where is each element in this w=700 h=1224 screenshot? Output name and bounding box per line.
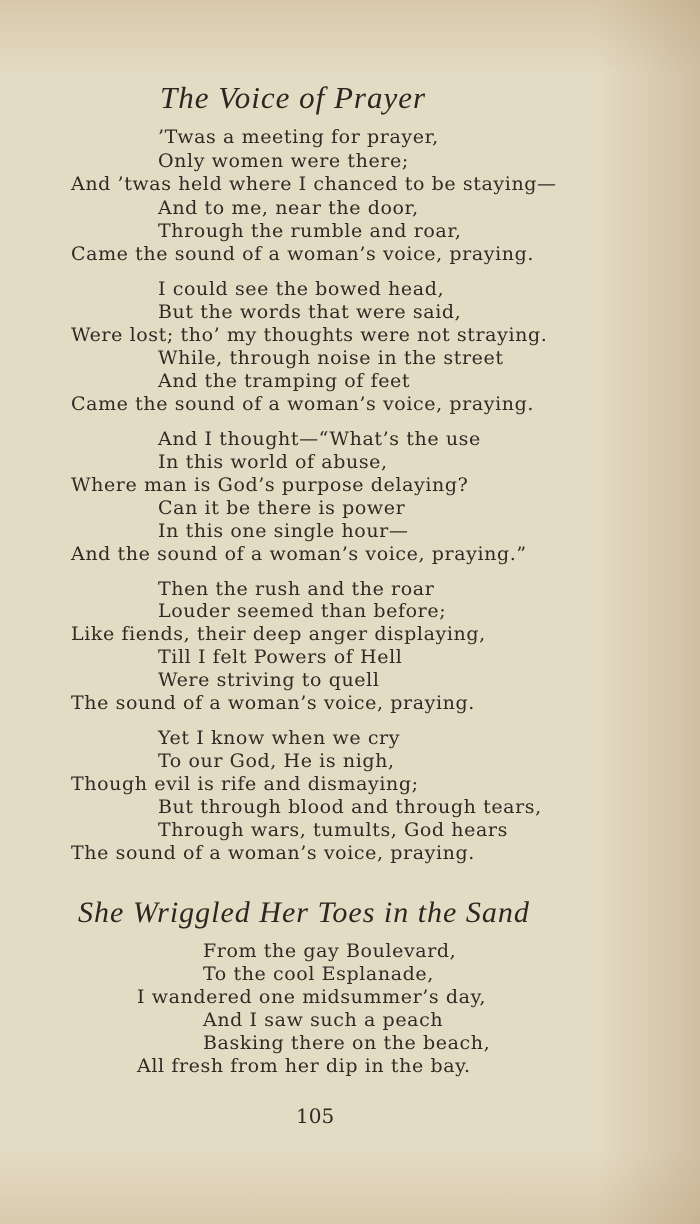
poem-line: From the gay Boulevard, <box>203 940 457 962</box>
poem-line: To the cool Esplanade, <box>203 963 434 985</box>
poem-line: The sound of a woman’s voice, praying. <box>71 842 475 864</box>
poem-line: Through wars, tumults, God hears <box>158 819 508 841</box>
poem-line: Came the sound of a woman’s voice, praying. <box>71 243 535 265</box>
poem-line: Basking there on the beach, <box>203 1032 491 1054</box>
poem-line: Till I felt Powers of Hell <box>158 646 403 668</box>
poem-line: Were lost; tho’ my thoughts were not straying. <box>71 324 548 346</box>
poem-line: And the sound of a woman’s voice, praying.” <box>71 543 527 565</box>
poem-line: ’Twas a meeting for prayer, <box>158 126 439 148</box>
poem-line: I could see the bowed head, <box>158 278 445 300</box>
poem-line: I wandered one midsummer’s day, <box>137 986 487 1008</box>
poem-line: Yet I know when we cry <box>158 727 401 749</box>
poem-line: Though evil is rife and dismaying; <box>71 773 419 795</box>
poem-line: All fresh from her dip in the bay. <box>137 1055 471 1077</box>
poem-line: And I saw such a peach <box>203 1009 444 1031</box>
poem-line: The sound of a woman’s voice, praying. <box>71 692 475 714</box>
poem-line: And to me, near the door, <box>158 197 419 219</box>
poem-title-wriggled-toes: She Wriggled Her Toes in the Sand <box>78 896 530 929</box>
poem-line: Came the sound of a woman’s voice, praying. <box>71 393 535 415</box>
poem-line: While, through noise in the street <box>158 347 504 369</box>
poem-line: But the words that were said, <box>158 301 462 323</box>
poem-line: And I thought—“What’s the use <box>158 428 481 450</box>
poem-line: Like fiends, their deep anger displaying, <box>71 623 486 645</box>
poem-line: Louder seemed than before; <box>158 600 447 622</box>
page-number: 105 <box>296 1104 335 1128</box>
poem-line: And ’twas held where I chanced to be staying— <box>71 173 557 195</box>
poem-line: Then the rush and the roar <box>158 578 435 600</box>
poem-line: But through blood and through tears, <box>158 796 542 818</box>
poem-line: And the tramping of feet <box>158 370 411 392</box>
poem-line: Only women were there; <box>158 150 409 172</box>
poem-line: Were striving to quell <box>158 669 380 691</box>
poem-line: Can it be there is power <box>158 497 406 519</box>
poem-line: In this one single hour— <box>158 520 409 542</box>
poem-title-voice-of-prayer: The Voice of Prayer <box>160 80 427 115</box>
poem-line: Through the rumble and roar, <box>158 220 462 242</box>
poem-line: To our God, He is nigh, <box>158 750 395 772</box>
poem-line: In this world of abuse, <box>158 451 388 473</box>
poem-line: Where man is God’s purpose delaying? <box>71 474 469 496</box>
